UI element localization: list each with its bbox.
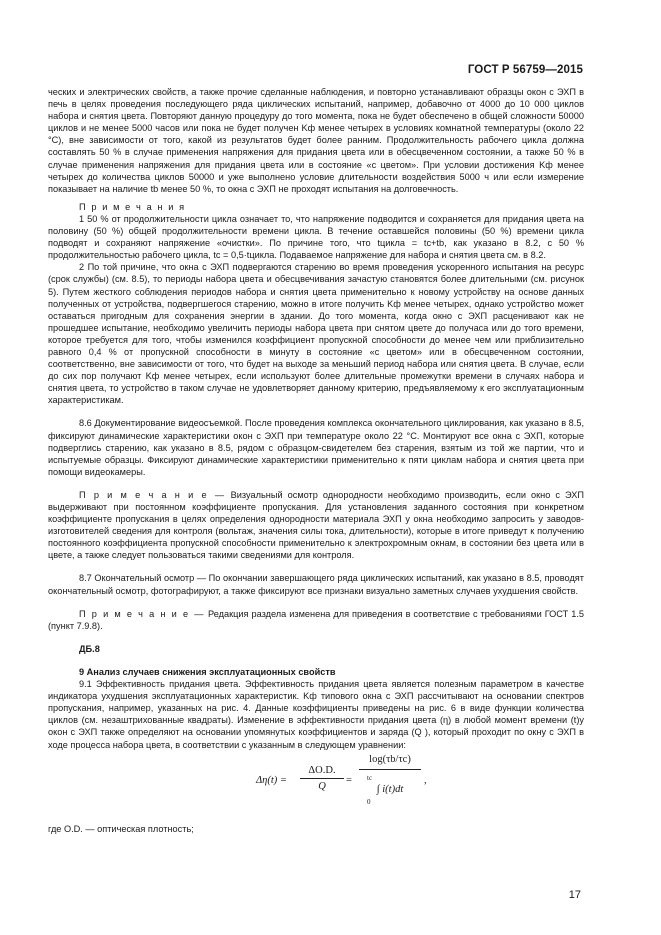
section-8-6: 8.6 Документирование видеосъемкой. После проведения комплекса окончательного циклирования, как указано в 8.5, фиксируют динамические характеристики окон с ЭХП при температуре около 22 °С. Монтируют все окна с ЭХП, которые подверглись старению, как указано в 8.5, рядом с образцом-свидетелем без старения, взятым из той же партии, что и испытуемые образцы. Фиксируют динамические характеристики применительно к пяти циклам набора и снятия цвета при помощи видеокамеры.	[48, 418, 584, 477]
note-text: Визуальный осмотр однородности необходимо производить, если окно с ЭХП выдерживают при постоянном коэффициенте пропускания. Для установления заданного состояния при конкретном коэффициенте пропускания в целях определения однородности материала ЭХП у окна необходимо запросить у заводов-изготовителей сведения для контроля (вольтаж, значения силы тока, длительности), которые в итоге приведут к получению постоянного коэффициента пропускной способности применительно к электрохромным окнам, в состоянии без цвета или в цвете, а также следует пользоваться такими сведениями для контроля.	[48, 489, 585, 561]
coloring-efficiency-formula	[48, 753, 584, 817]
formula-upper-limit: tc	[367, 773, 373, 782]
note-label: П р и м е ч а н и е —	[79, 608, 206, 619]
formula-fraction-log	[359, 753, 421, 808]
standard-header: ГОСТ Р 56759—2015	[467, 64, 583, 76]
formula-integral: ∫ i(t)dt	[376, 783, 404, 795]
note-label: П р и м е ч а н и е —	[79, 489, 226, 500]
note-text: Редакция раздела изменена для приведения в соответствие с требованиями ГОСТ 1.5 (пункт 7.9.8).	[48, 608, 585, 631]
formula-log-numerator: log(τb/τc)	[369, 753, 411, 765]
page-number: 17	[568, 889, 581, 901]
formula-comma: ,	[424, 774, 427, 786]
document-body	[48, 86, 584, 835]
formula-legend: где O.D. — оптическая плотность;	[48, 823, 194, 834]
appendix-db8-heading: ДБ.8	[79, 643, 100, 654]
section-8-7: 8.7 Окончательный осмотр — По окончании завершающего ряда циклических испытаний, как указано в 8.5, проводят окончательный осмотр, фотографируют, а также фиксируют все признаки визуально заметных случаев ухудшения свойств.	[48, 573, 584, 596]
formula-fraction-od	[300, 764, 344, 793]
formula-equals: =	[346, 774, 352, 786]
formula-lower-limit: 0	[367, 797, 371, 806]
note-1: 1 50 % от продолжительности цикла означает то, что напряжение подводится и сохраняется для придания цвета на половину (50 %) общей продолжительности времени цикла. В течение оставшейся половины (50 %) времени цикла подводят и сохраняют напряжение «очистки». По причине того, что tцикла = tc+tb, как указано в 8.2, с 50 % продолжительностью рабочего цикла, tc = 0,5·tцикла. Подаваемое напряжение для набора и снятия цвета см. в 8.2.	[48, 213, 584, 261]
formula-numerator: ΔO.D.	[308, 764, 336, 776]
formula-lhs: Δη(t) =	[256, 774, 287, 786]
note-editorial	[48, 608, 584, 632]
formula-denominator: Q	[318, 780, 326, 792]
notes-heading: П р и м е ч а н и я	[79, 201, 186, 212]
section-9-heading: 9 Анализ случаев снижения эксплуатационных свойств	[79, 666, 336, 677]
paragraph-continued: ческих и электрических свойств, а также прочие сделанные наблюдения, и повторно устанавливают образцы окон с ЭХП в печь в целях проведения последующего ряда циклических испытаний, например, добавочно от 4000 до 10 000 циклов набора и снятия цвета. Повторяют данную процедуру до того момента, пока не будет обеспечено в общей сложности 50000 циклов и не менее 5000 часов или пока не будет получен Kф менее четырех в условиях комнатной температуры (около 22 °С), вне зависимости от того, какой из результатов будет более ранним. Продолжительность рабочего цикла должна составлять 50 % в случае применения напряжения для придания цвета или в обесцвеченном состоянии, а также 50 % в случае применения напряжения для придания цвета или в состояние «с цветом». При условии достижения Kф менее четырех до количества циклов 50000 и уже выполнено условие длительности воздействия 5000 ч или если измерение показывает на наличие tb менее 50 %, то окна с ЭХП не проходят испытания на долговечность.	[48, 87, 584, 194]
section-9-1: 9.1 Эффективность придания цвета. Эффективность придания цвета является полезным параметром в качестве индикатора ухудшения эксплуатационных характеристик. Kф типового окна с ЭХП рассчитывают на основании спектров пропускания, например, указанных на рис. 4. Данные коэффициенты приведены на рис. 6 в виде функции количества циклов (см. незаштрихованные квадраты). Изменение в эффективности придания цвета (η) в любой момент времени (t)у окон с ЭХП также определяют на основании упомянутых коэффициентов и заряда (Q ), который проходит по окну с ЭХП в ходе процесса набора цвета, в соответствии с указанным в следующем уравнении:	[48, 679, 584, 750]
note-visual-inspection	[48, 489, 584, 562]
note-2: 2 По той причине, что окна с ЭХП подвергаются старению во время проведения ускоренного испытания на ресурс (срок службы) (см. 8.5), то периоды набора цвета и обесцвечивания зачастую становятся более длительными (см. рисунок 5). Путем жесткого соблюдения периодов набора и снятия цвета применительно к новому устройству на основе данных полученных от устройства, подвергшегося старению, можно в итоге получить Kф менее четырех, однако устройство может оставаться пригодным для сохранения энергии в здании. До того момента, когда окно с ЭХП расценивают как не прошедшее испытание, необходимо увеличить периоды набора цвета при снятом цвете до получаса или до того времени, которое требуется для того, чтобы изменился коэффициент пропускной способности до менее чем или приблизительно равного 0,4 % от пропускной способности в минуту в состояние «с цветом» или в обесцвеченном состоянии, соответственно, вне зависимости от того, что будет на выходе за меньший период набора или снятия цвета. В случае, если до сих пор получают Kф менее четырех, если используют более длительные промежутки времени в случаях набора и снятия цвета, то устройство в таком случае не удовлетворяет данному критерию, предъявляемому к его эксплуатационным характеристикам.	[48, 262, 584, 406]
